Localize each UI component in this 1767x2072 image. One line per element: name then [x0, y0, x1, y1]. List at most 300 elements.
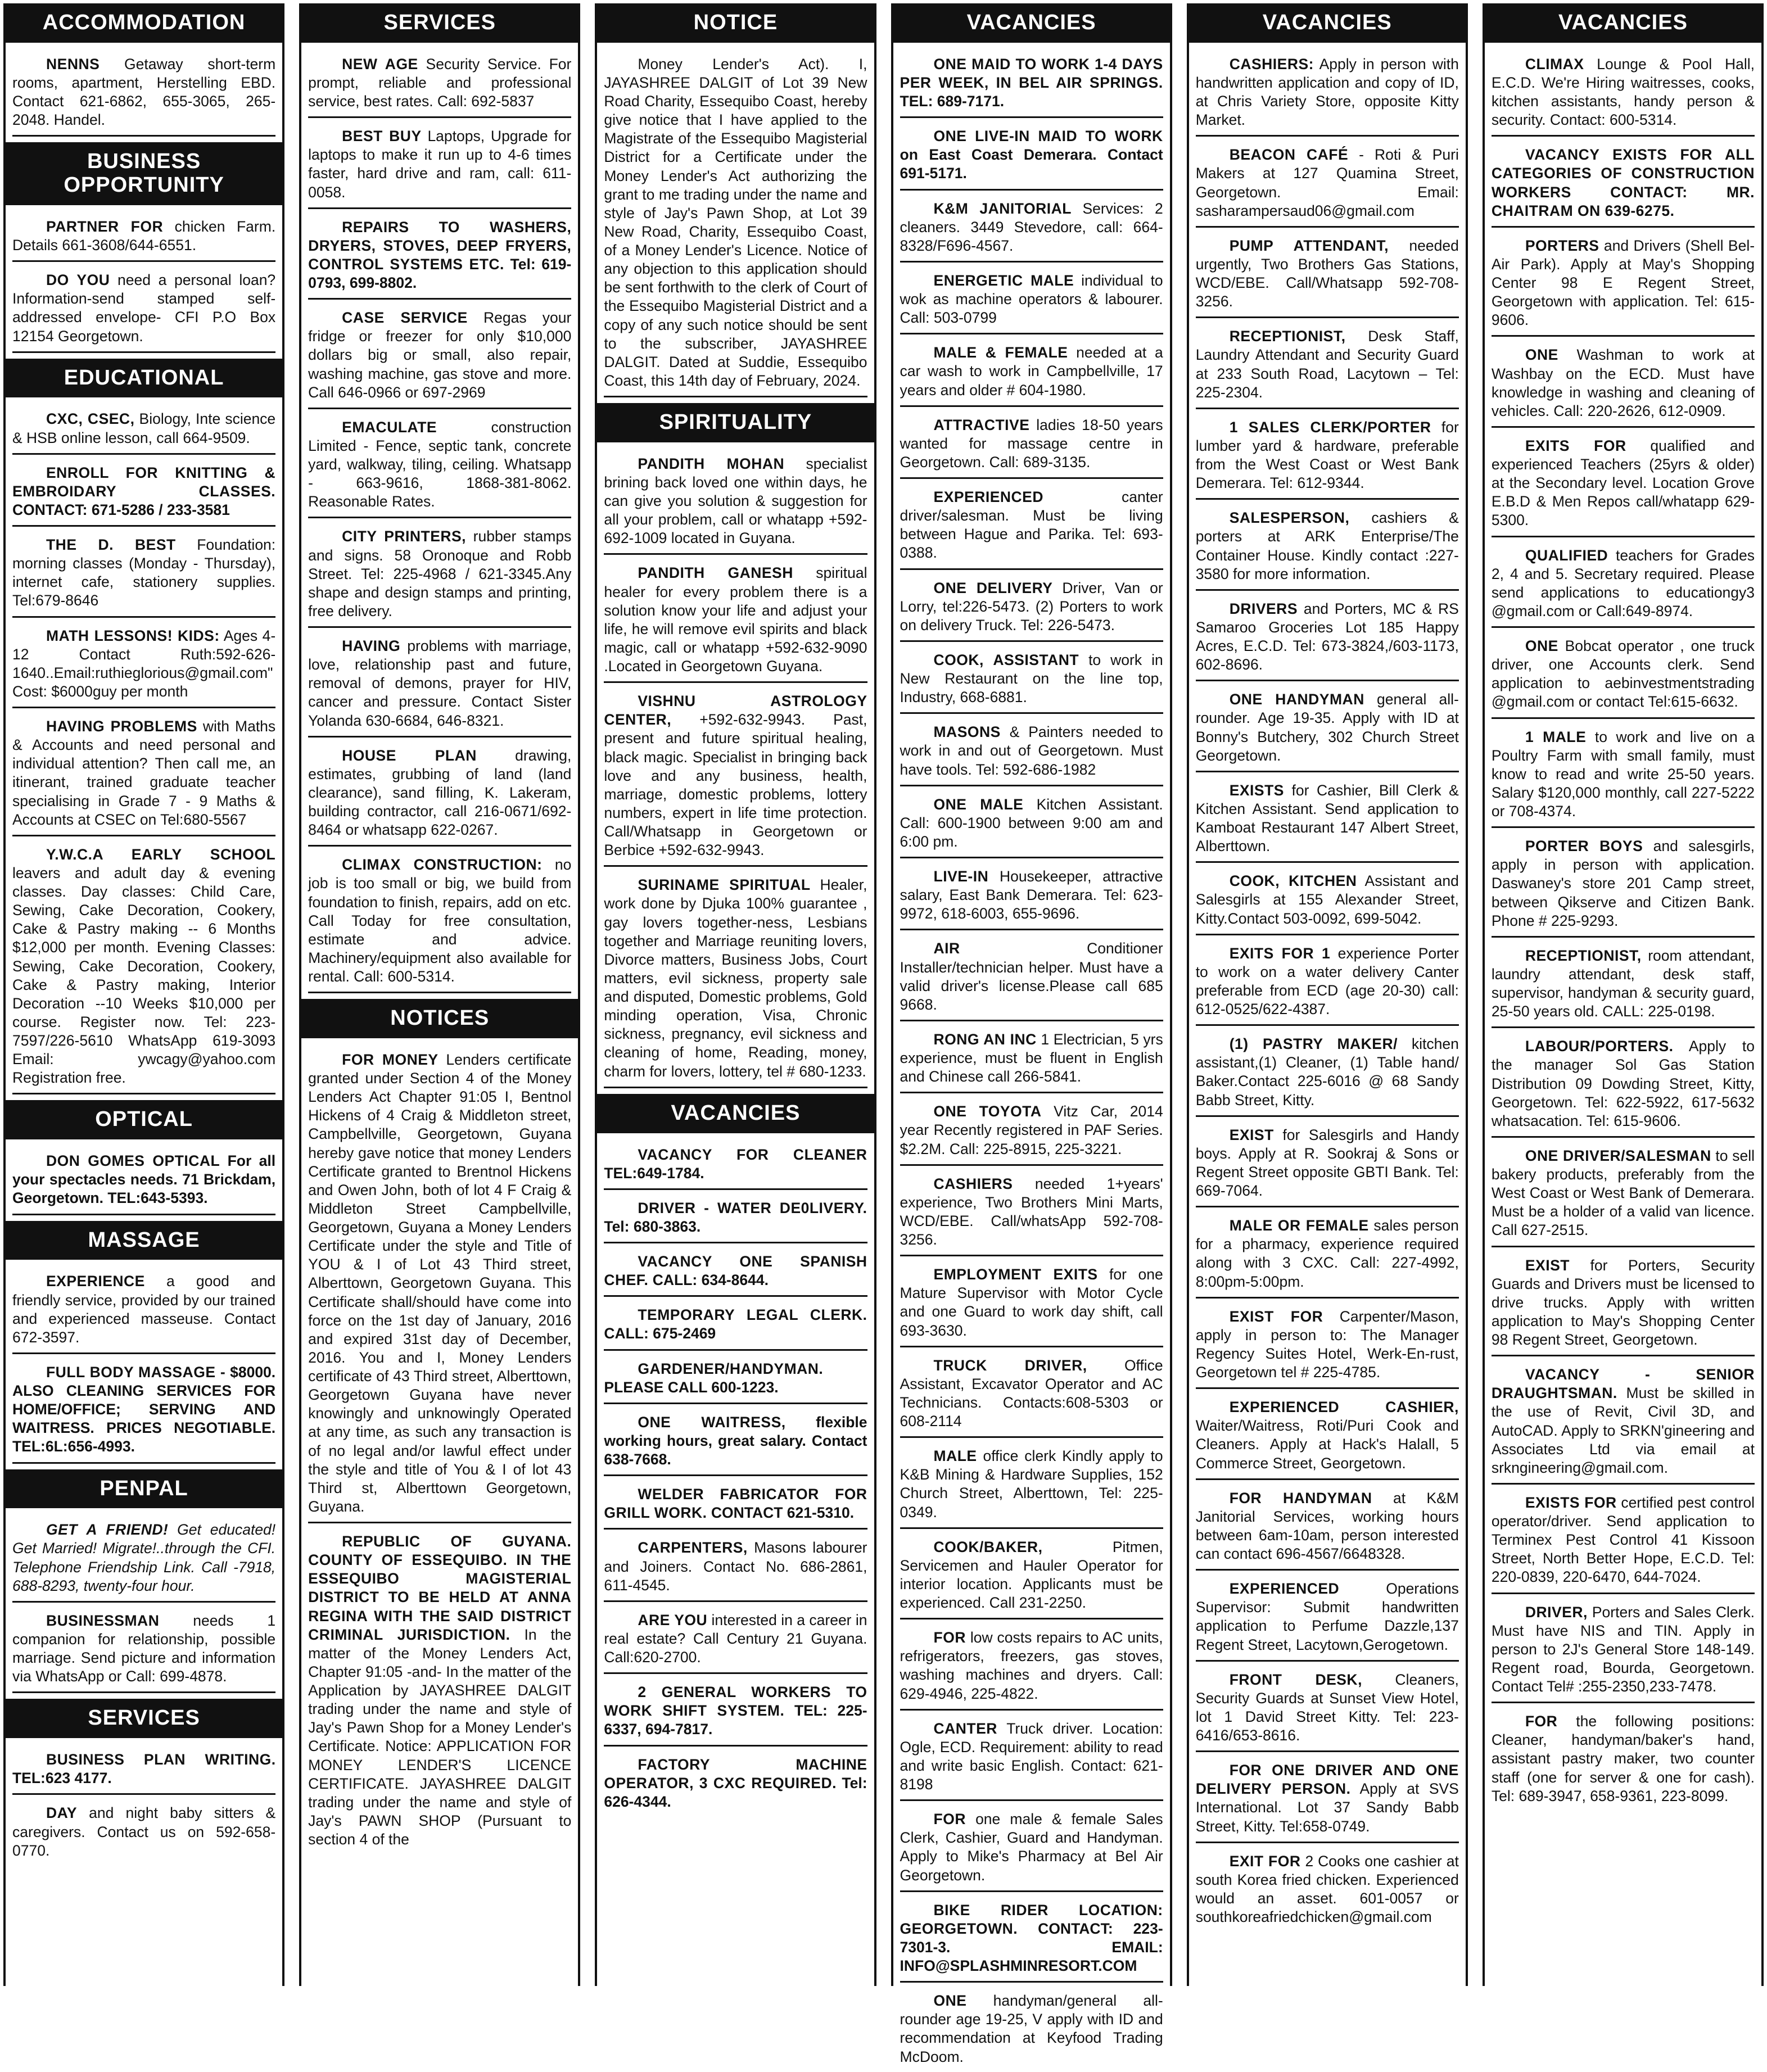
classified-ad [900, 1099, 1163, 1165]
ad-lead: BUSINESS PLAN WRITING [46, 1751, 272, 1768]
ad-text: interested in a career in real estate? Call Century 21 Guyana. Call:620-2700. [604, 1611, 867, 1666]
classified-ad [900, 720, 1163, 786]
classified-ad [1196, 1486, 1459, 1571]
ad-text: . TEL:623 4177. [12, 1751, 276, 1787]
classified-ad [900, 1625, 1163, 1711]
classified-ad [1196, 687, 1459, 772]
ad-text: Driver, Van or Lorry, tel:226-5473. (2) Porters to work on delivery Truck. Tel: 226-5473. [900, 579, 1163, 634]
ad-text: on East Coast Demerara. Contact 691-5171. [900, 146, 1163, 182]
ad-text: teachers for Grades 2, 4 and 5. Secretary required. Please send applications to educationgy3 @gmail.com or Call:649-8974. [1491, 546, 1755, 619]
classified-ad [308, 305, 571, 409]
section-heading: EDUCATIONAL [6, 359, 282, 398]
classified-ad [604, 1482, 867, 1530]
ad-lead: EXISTS FOR [1525, 1494, 1617, 1511]
ad-lead: VACANCY - SENIOR DRAUGHTSMAN. [1491, 1366, 1755, 1402]
classified-ad [12, 1608, 275, 1694]
ad-lead: ENROLL FOR KNITTING & EMBROIDARY CLASSES. [12, 464, 276, 500]
ad-text: TEL: 689-7171. [900, 93, 1005, 110]
ad-lead: MALE [933, 1447, 977, 1465]
ad-lead: HAVING [342, 637, 401, 655]
section-heading: SERVICES [6, 1699, 282, 1738]
ad-lead: LABOUR/PORTERS. [1525, 1038, 1674, 1055]
ad-lead: NEW AGE [342, 55, 418, 73]
ad-text: for lumber yard & hardware, preferable from the West Coast or West Bank Demerara. Tel: 612-9344. [1195, 418, 1459, 492]
ad-lead: ONE [1525, 346, 1558, 364]
column-1 [3, 3, 284, 1986]
ad-text: Getaway short-term rooms, apartment, Herstelling EBD. Contact 621-6862, 655-3065, 265-2048. Handel. [12, 55, 276, 129]
ad-text: CALL: 634-8644. [648, 1272, 769, 1289]
ad-text: Ages 4-12 Contact Ruth:592-626-1640..Email:ruthieglorious@gmail.com" Cost: $6000guy per month [12, 627, 276, 700]
ad-text: Regas your fridge or freezer for only $10,000 dollars big or small, also repair, washing machine, gas stove and more. Call 646-0966 or 697-2969 [308, 309, 572, 401]
ad-text: Get educated! Get Married! Migrate!..through the CFI. Telephone Friendship Link. Call -7918, 688-8293, twenty-four hour. [12, 1521, 276, 1594]
ad-text: CALL: 675-2469 [604, 1325, 716, 1342]
ad-lead: PORTER BOYS [1525, 838, 1643, 855]
ad-lead: ENERGETIC MALE [933, 272, 1074, 289]
classified-ad [308, 743, 571, 847]
classified-ad [12, 1747, 275, 1795]
ad-text: with Maths & Accounts and need personal and individual attention? Then call me, an itinerant, trained graduate teacher specialising in Grade 7 - 9 Maths & Accounts at CSEC on Tel:680-5567 [12, 718, 276, 828]
ad-lead: TRUCK DRIVER, [933, 1356, 1087, 1374]
ad-text: Office Assistant, Excavator Operator and AC Technicians. Contacts:608-5303 or 608-2114 [900, 1356, 1163, 1430]
classified-ad [1196, 596, 1459, 682]
ad-lead: AIR [933, 940, 960, 957]
classified-ad [12, 268, 275, 353]
ad-lead: CLIMAX [1525, 55, 1584, 73]
column-6 [1483, 3, 1764, 1986]
ad-lead: CASHIERS [933, 1175, 1013, 1192]
ad-text: 1 Electrician, 5 yrs experience, must be fluent in English and Chinese call 266-5841. [900, 1030, 1163, 1085]
ad-lead: BEACON CAFÉ [1229, 146, 1349, 164]
classified-ad [12, 406, 275, 454]
ad-text: need a personal loan? Information-send stamped self-addressed envelope- CFI P.O Box 12154 Georgetown. [12, 272, 276, 345]
classified-ad [12, 1800, 275, 1865]
ad-text: for Porters, Security Guards and Drivers must be licensed to drive trucks. Apply with written application to May's Shopping Center 98 Regent Street, Georgetown. [1491, 1256, 1755, 1349]
ad-lead: TEMPORARY LEGAL CLERK. [638, 1306, 867, 1324]
ad-text: Pitmen, Servicemen and Hauler Operator for interior location. Applicants must be experienced. Call 231-2250. [900, 1538, 1163, 1612]
ad-text: Services: 2 cleaners. 3449 Stevedore, call: 664-8328/F696-4567. [900, 200, 1163, 254]
classified-ad [1492, 52, 1755, 137]
classified-ad [604, 872, 867, 1088]
classified-ad [308, 124, 571, 209]
ad-lead: ONE LIVE-IN MAID TO WORK [933, 128, 1163, 145]
column-2 [299, 3, 580, 1986]
classified-ad [12, 214, 275, 262]
classified-ad [1492, 142, 1755, 228]
classified-ad [604, 689, 867, 867]
ad-lead: EXITS FOR [1525, 437, 1626, 454]
ad-text: and salesgirls, apply in person with application. Daswaney's store 201 Camp street, between Qikserve and Citizen Bank. Phone # 225-9293. [1491, 838, 1755, 929]
classified-ad [604, 1142, 867, 1190]
ad-text: PLEASE CALL 600-1223. [604, 1378, 779, 1396]
ad-text: Vitz Car, 2014 year Recently registered in PAF Series. $2.2M. Call: 225-8915, 225-3221. [900, 1103, 1163, 1157]
ad-lead: QUALIFIED [1525, 546, 1608, 564]
ad-lead: MATH LESSONS! KIDS: [46, 627, 220, 644]
ad-lead: PANDITH MOHAN [638, 455, 785, 472]
ad-lead: GET A FRIEND! [46, 1521, 169, 1539]
classified-ad [900, 864, 1163, 930]
ad-text: no job is too small or big, we build from foundation to finish, repairs, add on etc. Call Today for free consultation, estimate and advice. Machinery/equipment also available for rental. Call: 600-5314. [308, 856, 572, 985]
classified-ad [1492, 943, 1755, 1029]
classified-ad [1196, 1213, 1459, 1299]
classified-ad [308, 852, 571, 993]
ad-lead: DRIVER - WATER DE0LIVERY. [638, 1199, 867, 1216]
classified-ad [1492, 543, 1755, 628]
classified-ad [12, 1148, 275, 1215]
ad-lead: HOUSE PLAN [342, 747, 477, 764]
section-heading: NOTICES [301, 999, 578, 1038]
ad-lead: EXIST [1525, 1256, 1570, 1274]
ad-lead: NENNS [46, 55, 100, 73]
ad-text: Tel: 680-3863. [604, 1218, 701, 1235]
column-3 [595, 3, 876, 1986]
section-heading: ACCOMMODATION [6, 3, 282, 43]
ad-text: cashiers & porters at ARK Enterprise/The Container House. Kindly contact :227-3580 for more information. [1195, 509, 1459, 582]
classified-ad [900, 196, 1163, 263]
ad-lead: RONG AN INC [933, 1030, 1037, 1048]
ad-text: Carpenter/Mason, apply in person to: The Manager Regency Suites Hotel, Werk-En-rust, Georgetown tel # 225-4785. [1195, 1308, 1459, 1381]
ad-lead: HAVING PROBLEMS [46, 718, 197, 735]
classified-ad [604, 1410, 867, 1476]
ad-lead: FOR ONE DRIVER AND ONE DELIVERY PERSON. [1195, 1762, 1459, 1798]
ad-text: CONTACT 621-5310. [707, 1504, 855, 1522]
ad-lead: ARE YOU [638, 1611, 708, 1628]
classified-ad [308, 1529, 571, 1854]
classified-ad [12, 623, 275, 709]
ad-text: Money Lender's Act). I, JAYASHREE DALGIT of Lot 39 New Road Charity, Essequibo Coast, hereby give notice that I have applied to the Magistrate of the Essequibo Magisterial District for a Certificate under the Money Lender's Act authorizing the grant to me trading under the name and style of Jay's Pawn Shop, at Lot 39 New Road, Charity, Essequibo Coast, of a Money Lender's Licence. Notice of any objection to this application should be sent forthwith to the clerk of Court of the Essequibo Magisterial District and a copy of any such notice should be sent to the subscriber, JAYASHREE DALGIT. Dated at Suddie, Essequibo Coast, this 14th day of February, 2024. [604, 55, 867, 389]
ad-lead: ONE [933, 1992, 967, 2010]
ad-lead: CASHIERS: [1229, 55, 1314, 73]
ad-text: Kitchen Assistant. Call: 600-1900 between 9:00 am and 6:00 pm. [900, 795, 1163, 850]
ad-lead: EXISTS [1229, 781, 1284, 799]
ad-text: for one Mature Supervisor with Motor Cycle and one Guard to work day shift, call 693-3630. [900, 1266, 1163, 1339]
classified-ad [308, 1047, 571, 1523]
ad-text: canter driver/salesman. Must be living between Hague and Parika. Tel: 693-0388. [900, 488, 1163, 562]
classified-ad [1492, 1709, 1755, 1811]
section-heading: VACANCIES [1485, 3, 1761, 43]
classified-ad [308, 52, 571, 118]
ad-lead: DO YOU [46, 272, 110, 289]
ad-text: to work and live on a Poultry Farm with small family, must know to read and write 25-50 years. Salary $120,000 monthly, call 227-5222 or 708-4374. [1491, 728, 1755, 820]
ad-lead: ONE [1525, 637, 1558, 655]
ad-lead: (1) PASTRY MAKER/ [1229, 1035, 1398, 1053]
classified-ad [900, 1262, 1163, 1347]
classified-ad [1492, 834, 1755, 938]
classified-ad [900, 1716, 1163, 1802]
ad-text: TEL: 225-6337, 694-7817. [604, 1702, 867, 1738]
classified-ad [900, 1027, 1163, 1093]
column-4 [891, 3, 1172, 2065]
ad-text: Lounge & Pool Hall, E.C.D. We're Hiring waitresses, cooks, kitchen assistants, handy person & security. Contact: 600-5314. [1491, 55, 1755, 129]
ad-text: Bobcat operator , one truck driver, one Accounts clerk. Send application to aebinvestmentstrading @gmail.com or contact Tel:615-6632. [1491, 637, 1755, 711]
ad-text: certified pest control operator/driver. Send application to Terminex Pest Control 41 Kissoon Street, North Better Hope, E.C.D. Tel: 220-0839, 220-6470, 644-7024. [1491, 1494, 1755, 1586]
ad-lead: REPAIRS TO WASHERS, DRYERS, STOVES, DEEP FRYERS, CONTROL SYSTEMS ETC. [308, 218, 572, 273]
ad-lead: FOR [1525, 1713, 1558, 1730]
ad-lead: LIVE-IN [933, 868, 989, 885]
ad-text: problems with marriage, love, relationship past and future, removal of demons, prayer for HIV, cancer and pressure. Contact Sister Yolanda 630-6684, 646-8321. [308, 637, 572, 729]
classified-ad [1196, 324, 1459, 409]
ad-text: room attendant, laundry attendant, desk staff, supervisor, handyman & security guard, 25-50 years old. CALL: 225-0198. [1491, 947, 1755, 1020]
ad-lead: VACANCY ONE SPANISH CHEF. [604, 1253, 867, 1289]
classified-ad [12, 842, 275, 1095]
ad-text: individual to wok as machine operators & labourer. Call: 503-0799 [900, 272, 1163, 327]
ad-lead: CARPENTERS, [638, 1539, 748, 1557]
ad-lead: FOR MONEY [342, 1051, 439, 1068]
ad-lead: MALE OR FEMALE [1229, 1217, 1369, 1234]
ad-text: CONTACT: 671-5286 / 233-3581 [12, 501, 230, 518]
ad-text: and Drivers (Shell Bel-Air Park). Apply at May's Shopping Center 98 E Regent Street, Georgetown with application. Tel: 615-9606. [1491, 237, 1755, 329]
ad-text: Desk Staff, Laundry Attendant and Security Guard at 233 South Road, Lacytown – Tel: 225-2304. [1195, 328, 1459, 401]
classified-ad [604, 1249, 867, 1297]
classified-ad [12, 532, 275, 618]
section-heading: VACANCIES [893, 3, 1170, 43]
classified-ad [12, 1360, 275, 1464]
ad-lead: DRIVER, [1525, 1603, 1588, 1621]
ad-lead: BIKE RIDER LOCATION: GEORGETOWN. [900, 1901, 1163, 1937]
ad-lead: ONE TOYOTA [933, 1103, 1042, 1120]
classified-ad [308, 524, 571, 628]
ad-text: the following positions: Cleaner, handyman/baker's hand, assistant pastry maker, two counter staff (one for server & one for cash). Tel: 689-3947, 658-9361, 223-8099. [1491, 1713, 1755, 1804]
ad-text: spiritual healer for every problem there is a solution know your life and adjust your life, he will remove evil spirits and black magic, call or whatapp +592-632-9090 .Located in Georgetown Guyana. [604, 564, 867, 675]
ad-lead: RECEPTIONIST, [1229, 328, 1346, 345]
classified-ad [1492, 1362, 1755, 1485]
ad-text: office clerk Kindly apply to K&B Mining & Hardware Supplies, 152 Church Street, Alberttown, Tel: 225-0349. [900, 1447, 1163, 1521]
ad-lead: FACTORY MACHINE OPERATOR, 3 CXC REQUIRED. [604, 1756, 867, 1791]
ad-lead: FOR [933, 1811, 966, 1828]
ad-text: flexible working hours, great salary. Contact 638-7668. [604, 1413, 867, 1468]
classified-ad [900, 485, 1163, 570]
ad-lead: ONE DRIVER/SALESMAN [1525, 1147, 1711, 1164]
classified-ad [12, 52, 275, 137]
ad-text: chicken Farm. Details 661-3608/644-6551. [12, 218, 276, 254]
ad-lead: RECEPTIONIST, [1525, 947, 1642, 964]
classified-ad [1196, 1758, 1459, 1843]
ad-lead: COOK, KITCHEN [1229, 872, 1357, 890]
ad-lead: DRIVERS [1229, 600, 1298, 617]
classified-ad [1492, 1034, 1755, 1138]
ad-lead: ONE WAITRESS, [638, 1413, 786, 1431]
classified-ad [1196, 1032, 1459, 1117]
ad-text: needed at a car wash to work in Campbellville, 17 years and older # 604-1980. [900, 344, 1163, 399]
section-heading: VACANCIES [1189, 3, 1466, 43]
ad-lead: CLIMAX CONSTRUCTION: [342, 856, 543, 874]
ad-lead: K&M JANITORIAL [933, 200, 1072, 217]
ad-lead: EXIT FOR [1229, 1852, 1301, 1870]
classified-ad [1196, 868, 1459, 935]
classified-ad [1196, 1576, 1459, 1662]
ad-text: Tel: 626-4344. [604, 1774, 867, 1810]
classified-ad [308, 634, 571, 738]
classified-ad [1492, 433, 1755, 537]
ad-lead: FOR [933, 1629, 966, 1646]
ad-text: 2 Cooks one cashier at south Korea fried chicken. Experienced would an asset. 601-0057 or southkoreafriedchicken@gmail.com [1195, 1852, 1459, 1926]
ad-lead: REPUBLIC OF GUYANA. COUNTY OF ESSEQUIBO. IN THE ESSEQUIBO MAGISTERIAL DISTRICT TO BE HELD AT ANNA REGINA WITH THE SAID DISTRICT CRIMINAL JURISDICTION. [308, 1533, 572, 1643]
ad-lead: PORTERS [1525, 237, 1599, 254]
ad-lead: BEST BUY [342, 128, 422, 145]
classified-ad [900, 124, 1163, 190]
classified-ad [604, 1752, 867, 1817]
ad-text: Biology, Inte science & HSB online lesson, call 664-9509. [12, 410, 276, 446]
classified-ad [900, 648, 1163, 714]
ad-text: for Salesgirls and Handy boys. Apply at R. Sookraj & Sons or Regent Street opposite GBTI Bank. Tel: 669-7064. [1195, 1126, 1459, 1200]
section-heading: NOTICE [597, 3, 874, 43]
classified-ad [1196, 505, 1459, 591]
ad-text: Security Service. For prompt, reliable and professional service, best rates. Call: 692-5837 [308, 55, 572, 110]
classified-ad [12, 1269, 275, 1354]
classified-ad [1492, 634, 1755, 719]
ad-text: handyman/general all-rounder age 19-25, V apply with ID and recommendation at Keyfood Trading McDoom. [900, 1992, 1163, 2065]
ad-text: $8000. ALSO CLEANING SERVICES FOR HOME/OFFICE; SERVING AND WAITRESS. PRICES NEGOTIABLE. TEL:6L:656-4993. [12, 1363, 276, 1455]
classified-ad [900, 1353, 1163, 1438]
ad-lead: COOK, ASSISTANT [933, 651, 1079, 668]
ad-text: Must be skilled in the use of Revit, Civil 3D, and AutoCAD. Apply to SRKN'gineering and Associates Ltd via email at srkngineering@gmail.com. [1491, 1385, 1755, 1476]
ad-text: Waiter/Waitress, Roti/Puri Cook and Cleaners. Apply at Hack's Halall, 5 Commerce Street, Georgetown. [1195, 1417, 1459, 1472]
classified-ad [900, 576, 1163, 642]
ad-text: - Roti & Puri Makers at 127 Quamina Street, Georgetown. Email: sasharampersaud06@gmail.com [1195, 146, 1459, 219]
ad-lead: MALE & FEMALE [933, 344, 1068, 361]
classified-ad [900, 936, 1163, 1021]
ad-lead: VACANCY EXISTS FOR ALL CATEGORIES OF CONSTRUCTION WORKERS CONTACT: MR. CHAITRAM ON 639-6275. [1491, 146, 1755, 219]
ad-lead: SURINAME SPIRITUAL [638, 876, 811, 894]
classified-ad [900, 1444, 1163, 1529]
classified-ad [900, 1807, 1163, 1892]
classified-ad [604, 1302, 867, 1350]
ad-text: at K&M Janitorial Services, working hours between 6am-10am, person interested can contact 696-4567/6648328. [1195, 1489, 1459, 1563]
ad-lead: EMPLOYMENT EXITS [933, 1266, 1098, 1283]
classified-ad [1196, 415, 1459, 500]
ad-text: needs 1 companion for relationship, possible marriage. Send picture and information via WhatsApp or Call: 699-4878. [12, 1612, 276, 1685]
ad-text: Porters and Sales Clerk. Must have NIS and TIN. Apply in person to 2J's General Store 148-149. Regent road, Bourda, Georgetown. Contact Tel# :255-2350,233-7478. [1491, 1603, 1755, 1695]
classified-ad [308, 215, 571, 300]
classified-ad [1492, 1600, 1755, 1704]
ad-lead: 1 MALE [1525, 728, 1587, 745]
ad-lead: CXC, CSEC, [46, 410, 135, 428]
ad-text: for Cashier, Bill Clerk & Kitchen Assistant. Send application to Kamboat Restaurant 147 Albert Street, Alberttown. [1195, 781, 1459, 855]
column-5 [1187, 3, 1468, 1986]
ad-lead: 2 GENERAL WORKERS TO WORK SHIFT SYSTEM. [604, 1684, 867, 1720]
ad-text: Apply at SVS International. Lot 37 Sandy Babb Street, Kitty. Tel:658-0749. [1195, 1780, 1459, 1835]
ad-text: to sell bakery products, preferably from the West Coast or West Bank of Demerara. Must be a holder of a valid van licence. Call 627-2515. [1491, 1147, 1755, 1239]
ad-text: sales person for a pharmacy, experience required along with 3 CXC. Call: 227-4992, 8:00pm-5:00pm. [1195, 1217, 1459, 1290]
section-heading: SERVICES [301, 3, 578, 43]
classified-ad [604, 1608, 867, 1674]
classified-ad [1196, 1395, 1459, 1480]
ad-lead: ATTRACTIVE [933, 416, 1030, 433]
section-heading: SPIRITUALITY [597, 403, 874, 442]
classified-ad [308, 415, 571, 519]
ad-lead: FRONT DESK, [1229, 1671, 1362, 1688]
ad-lead: DAY [46, 1804, 78, 1822]
classified-ad [900, 413, 1163, 479]
ad-lead: CANTER [933, 1720, 997, 1737]
section-heading: VACANCIES [597, 1094, 874, 1133]
ad-text: Tel: 619-0793, 699-8802. [308, 255, 572, 292]
ad-text: one male & female Sales Clerk, Cashier, Guard and Handyman. Apply to Mike's Pharmacy at Bel Air Georgetown. [900, 1811, 1163, 1884]
classified-ad [1196, 1667, 1459, 1753]
ad-lead: SALESPERSON, [1229, 509, 1350, 527]
section-heading: MASSAGE [6, 1221, 282, 1260]
classified-ad [12, 460, 275, 527]
classified-ad [1492, 233, 1755, 337]
ad-lead: CITY PRINTERS, [342, 528, 467, 545]
ad-text: Assistant and Salesgirls at 155 Alexander Street, Kitty.Contact 503-0092, 699-5042. [1195, 872, 1459, 927]
ad-text: low costs repairs to AC units, refrigerators, freezers, gas stoves, washing machines and dryers. Call: 629-4946, 225-4822. [900, 1629, 1163, 1702]
classified-ad [1196, 778, 1459, 863]
ad-text: leavers and adult day & evening classes. Day classes: Child Care, Sewing, Cake Decoration, Cookery, Cake & Pastry making -- 6 Months $12,000 per month. Evening Classes: Sewing, Cake Decoration, Cookery, Cake & Pastry making, Interior Decoration --10 Weeks $10,000 per course. Register now. Tel: 223-7597/226-5610 WhatsApp 619-3093 Email: ywcagy@yahoo.com Registration free. [12, 864, 276, 1087]
classified-ad [1196, 941, 1459, 1026]
ad-text: Lenders certificate granted under Section 4 of the Money Lenders Act Chapter 91:05 I, Bentnol Hickens of 4 Craig & Middleton street, Campbellville, Georgetown, Guyana hereby gave notice that money Lenders Certificate granted to Brentnol Hickens and Owen John, both of lot 4 F Craig & Middleton Street Campbellville, Georgetown, Guyana a Money Lenders Certificate under the style and Title of YOU & I of Lot 43 Third street, Alberttown, Georgetown Guyana. This Certificate shall/should have come into force on the 1st day of January, 2016 and expired 31st day of December, 2016. You and I, Money Lenders certificate of 43 Third street, Alberttown, Georgetown Guyana have never knowingly and unknowingly Operated at any time, as such any transaction is of no legal and/or lawful effect under the style and title of You & I of lot 43 Third st, Alberttown Georgetown, Guyana. [308, 1051, 572, 1515]
classified-ad [900, 1988, 1163, 2072]
classified-ad [1196, 1849, 1459, 1933]
classified-ad [604, 1680, 867, 1746]
section-heading: BUSINESS OPPORTUNITY [6, 142, 282, 205]
classified-ad [604, 1196, 867, 1243]
ad-text: drawing, estimates, grubbing of land (land clearance), sand filling, K. Lakeram, building contractor, call 216-0671/692-8464 or whatsapp 622-0267. [308, 747, 572, 839]
ad-lead: FOR HANDYMAN [1229, 1489, 1372, 1507]
ad-text: Conditioner Installer/technician helper. Must have a valid driver's license.Please call 685 9668. [900, 940, 1163, 1013]
ad-text: Housekeeper, attractive salary, East Bank Demerara. Tel: 623-9972, 618-6003, 655-9696. [900, 868, 1163, 922]
ad-lead: EXIST [1229, 1126, 1274, 1143]
ad-text: specialist brining back loved one within days, he can give you solution & suggestion for all your problem, call or whatapp +592-692-1009 located in Guyana. [604, 455, 867, 547]
section-heading: OPTICAL [6, 1100, 282, 1139]
ad-lead: MASONS [933, 723, 1001, 741]
classified-ad [1492, 1143, 1755, 1247]
ad-lead: Y.W.C.A EARLY SCHOOL [46, 845, 276, 863]
classified-ad [604, 52, 867, 397]
ad-text: general all-rounder. Age 19-35. Apply with ID at Bonny's Butchery, 302 Church Street Georgetown. [1195, 691, 1459, 764]
ad-lead: EXITS FOR 1 [1229, 944, 1331, 962]
classified-ad [1196, 1123, 1459, 1208]
classified-ad [1492, 725, 1755, 829]
ad-lead: GARDENER/HANDYMAN. [638, 1360, 824, 1377]
ad-lead: PUMP ATTENDANT, [1229, 237, 1389, 254]
classified-ad [1196, 233, 1459, 319]
classified-ad [900, 268, 1163, 334]
ad-text: qualified and experienced Teachers (25yrs & older) at the Secondary level. Location Grove E.B.D & Men Repos call/whatapp 629-5300. [1491, 437, 1755, 529]
ad-text: Cleaners, Security Guards at Sunset View Hotel, lot 1 David Street Kitty. Tel: 223-6416/653-8616. [1195, 1671, 1459, 1744]
ad-text: Laptops, Upgrade for laptops to make it run up to 4-6 times faster, hard drive and ram, call: 611-0058. [308, 128, 572, 201]
classified-ad [1196, 1304, 1459, 1390]
ad-text: Foundation: morning classes (Monday - Thursday), internet cafe, stationery supplies. Tel:679-8646 [12, 536, 276, 609]
ad-text: TEL:649-1784. [604, 1164, 704, 1182]
classified-ad [12, 1517, 275, 1603]
classified-ad [900, 1898, 1163, 1983]
ad-lead: EXPERIENCE [46, 1273, 145, 1290]
ad-text: a good and friendly service, provided by our trained and experienced masseuse. Contact 672-3597. [12, 1273, 276, 1346]
ad-lead: EXPERIENCED [933, 488, 1043, 506]
classified-ad [1196, 142, 1459, 228]
ad-lead: CASE SERVICE [342, 309, 468, 327]
classified-ad [900, 1535, 1163, 1620]
ad-text: experience Porter to work on a water delivery Canter preferable from ECD (age 20-30) call: 612-0525/622-4387. [1195, 944, 1459, 1018]
ad-lead: EXIST FOR [1229, 1308, 1323, 1325]
classified-ad [604, 1535, 867, 1601]
ad-text: In the matter of the Money Lenders Act, Chapter 91:05 -and- In the matter of the Application by JAYASHREE DALGIT trading under the name and style of Jay's Pawn Shop for a Money Lender's Certificate. Notice: APPLICATION FOR MONEY LENDER'S LICENCE CERTIFICATE. JAYASHREE DALGIT trading under the name and style of Jay's PAWN SHOP (Pursuant to section 4 of the [308, 1626, 572, 1848]
ad-text: Masons labourer and Joiners. Contact No. 686-2861, 611-4545. [604, 1539, 867, 1594]
ad-text: Washman to work at Washbay on the ECD. Must have knowledge in washing and cleaning of vehicles. Call: 220-2626, 612-0909. [1491, 346, 1755, 419]
ad-lead: FULL BODY MASSAGE - [46, 1363, 226, 1381]
ad-lead: ONE MALE [933, 795, 1024, 813]
ad-lead: DON GOMES OPTICAL [46, 1152, 220, 1170]
ad-text: needed urgently, Two Brothers Gas Stations, WCD/EBE. Call/Whatsapp 592-708-3256. [1195, 237, 1459, 310]
ad-lead: ONE MAID TO WORK 1-4 DAYS PER WEEK, IN BEL AIR SPRINGS. [900, 55, 1163, 91]
ad-text: & Painters needed to work in and out of Georgetown. Must have tools. Tel: 592-686-1982 [900, 723, 1163, 778]
ad-text: For all your spectacles needs. 71 Brickdam, Georgetown. TEL:643-5393. [12, 1152, 276, 1207]
ad-lead: BUSINESSMAN [46, 1612, 160, 1629]
ad-lead: EXPERIENCED CASHIER, [1229, 1399, 1459, 1416]
ad-lead: ONE DELIVERY [933, 579, 1053, 596]
ad-text: CONTACT: 223-7301-3. EMAIL: INFO@SPLASHMINRESORT.COM [900, 1920, 1163, 1975]
classified-ad [604, 1356, 867, 1404]
